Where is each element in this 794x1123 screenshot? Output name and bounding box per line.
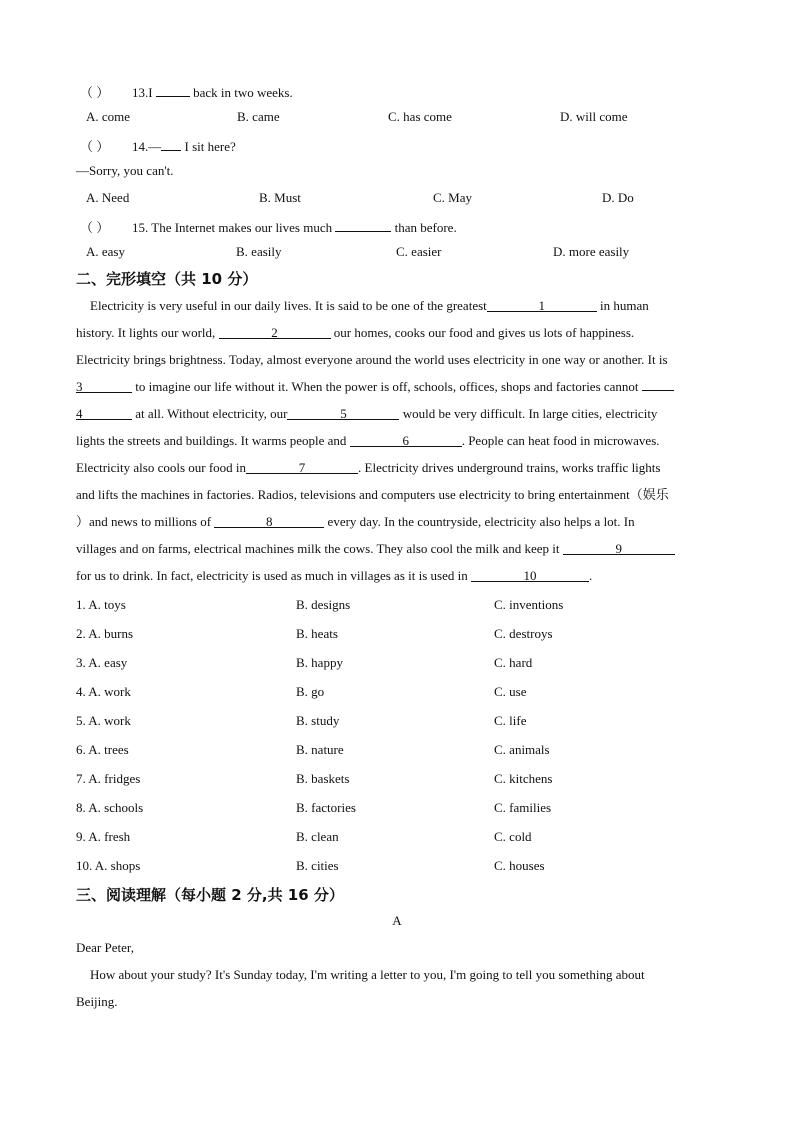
choice-9-b: B. clean (296, 829, 339, 844)
choice-6-c: C. animals (494, 742, 550, 757)
cloze-blank-9[interactable]: 9 (563, 542, 675, 555)
option-a: A. Need (86, 190, 130, 205)
passage-text: history. It lights our world, (76, 325, 219, 340)
question-stem-end: I sit here? (181, 139, 236, 154)
cloze-blank-10[interactable]: 10 (471, 569, 589, 582)
question-stem: 13.I (132, 85, 156, 100)
choice-3-b: B. happy (296, 655, 343, 670)
cloze-blank-3[interactable]: 3 (76, 380, 132, 393)
passage-text: at all. Without electricity, our (132, 406, 288, 421)
section-heading-reading: 三、阅读理解（每小题 2 分,共 16 分） (76, 886, 344, 904)
choice-10-a: 10. A. shops (76, 858, 141, 873)
choice-4-c: C. use (494, 684, 527, 699)
passage-line (76, 508, 718, 535)
letter-body-line: How about your study? It's Sunday today, I'm writing a letter to you, I'm going to tell you something about (90, 967, 645, 982)
choice-10-b: B. cities (296, 858, 339, 873)
question-15 (80, 217, 457, 236)
question-14 (80, 136, 236, 155)
choice-6-a: 6. A. trees (76, 742, 129, 757)
letter-body-line: Beijing. (76, 994, 118, 1009)
option-a: A. come (86, 109, 131, 124)
choice-3-c: C. hard (494, 655, 533, 670)
choice-2-a: 2. A. burns (76, 626, 134, 641)
choice-1-a: 1. A. toys (76, 597, 126, 612)
question-13 (80, 82, 293, 101)
cloze-blank-4-start[interactable] (642, 378, 674, 391)
option-d: D. Do (602, 190, 634, 205)
passage-text: . People can heat food in microwaves. (461, 433, 660, 448)
cloze-passage (76, 292, 718, 589)
option-b: B. easily (236, 244, 282, 259)
choice-5-b: B. study (296, 713, 340, 728)
question-stem-end: back in two weeks. (189, 85, 293, 100)
cloze-blank-5[interactable]: 5 (287, 407, 399, 420)
passage-text: would be very difficult. In large cities, electricity (399, 406, 658, 421)
passage-line (76, 319, 718, 346)
cloze-blank-1[interactable]: 1 (487, 299, 597, 312)
passage-text: ）and news to millions of (76, 514, 215, 529)
choice-7-a: 7. A. fridges (76, 771, 141, 786)
choice-5-a: 5. A. work (76, 713, 131, 728)
passage-text: Electricity is very useful in our daily lives. It is said to be one of the greatest (90, 298, 487, 313)
dialogue-reply: —Sorry, you can't. (76, 163, 174, 178)
passage-text: to imagine our life without it. When the power is off, schools, offices, shops and factories cannot (132, 379, 642, 394)
choice-7-b: B. baskets (296, 771, 350, 786)
passage-label: A (392, 913, 402, 928)
choice-4-b: B. go (296, 684, 325, 699)
question-stem-end: than before. (391, 220, 457, 235)
passage-line (76, 535, 718, 562)
choice-10-c: C. houses (494, 858, 545, 873)
choice-8-b: B. factories (296, 800, 356, 815)
section-heading-cloze: 二、完形填空（共 10 分） (76, 270, 258, 288)
cloze-blank-6[interactable]: 6 (350, 434, 462, 447)
option-d: D. more easily (553, 244, 630, 259)
cloze-blank-4[interactable]: 4 (76, 407, 132, 420)
choice-9-a: 9. A. fresh (76, 829, 131, 844)
answer-blank[interactable] (161, 138, 181, 151)
passage-text: lights the streets and buildings. It warms people and (76, 433, 350, 448)
option-b: B. came (237, 109, 280, 124)
choice-9-c: C. cold (494, 829, 532, 844)
answer-paren: （ ） (80, 139, 110, 154)
passage-line: Electricity brings brightness. Today, almost everyone around the world uses electricity in one way or another. It is (76, 352, 668, 367)
choice-1-b: B. designs (296, 597, 351, 612)
passage-text: in human (596, 298, 649, 313)
passage-line (76, 454, 718, 481)
question-stem: 15. The Internet makes our lives much (132, 220, 336, 235)
choice-4-a: 4. A. work (76, 684, 131, 699)
answer-blank[interactable] (335, 219, 391, 232)
option-c: C. May (433, 190, 472, 205)
option-d: D. will come (560, 109, 628, 124)
passage-line (76, 427, 718, 454)
choice-8-a: 8. A. schools (76, 800, 144, 815)
answer-paren: （ ） (80, 85, 110, 100)
passage-text: villages and on farms, electrical machines milk the cows. They also cool the milk and keep it (76, 541, 563, 556)
passage-text: for us to drink. In fact, electricity is used as much in villages as it is used in (76, 568, 471, 583)
cloze-blank-2[interactable]: 2 (219, 326, 331, 339)
passage-line (76, 373, 718, 400)
answer-paren: （ ） (80, 220, 110, 235)
passage-line: and lifts the machines in factories. Radios, televisions and computers use electricity to bring entertainment（娱乐 (76, 487, 669, 502)
cloze-blank-8[interactable]: 8 (214, 515, 324, 528)
choice-7-c: C. kitchens (494, 771, 553, 786)
letter-greeting: Dear Peter, (76, 940, 134, 955)
choice-2-b: B. heats (296, 626, 338, 641)
choice-6-b: B. nature (296, 742, 344, 757)
passage-text: . Electricity drives underground trains, works traffic lights (358, 460, 661, 475)
option-c: C. has come (388, 109, 452, 124)
choice-3-a: 3. A. easy (76, 655, 128, 670)
passage-text: our homes, cooks our food and gives us lots of happiness. (330, 325, 635, 340)
passage-line (76, 562, 718, 589)
passage-text: Electricity also cools our food in (76, 460, 247, 475)
choice-1-c: C. inventions (494, 597, 564, 612)
passage-line (76, 400, 718, 427)
passage-text: . (588, 568, 593, 583)
question-stem: 14.— (132, 139, 162, 154)
passage-text: every day. In the countryside, electricity also helps a lot. In (324, 514, 635, 529)
passage-line (76, 292, 718, 319)
choice-2-c: C. destroys (494, 626, 553, 641)
cloze-blank-7[interactable]: 7 (246, 461, 358, 474)
option-c: C. easier (396, 244, 442, 259)
option-a: A. easy (86, 244, 125, 259)
choice-5-c: C. life (494, 713, 527, 728)
choice-8-c: C. families (494, 800, 552, 815)
option-b: B. Must (259, 190, 301, 205)
answer-blank[interactable] (156, 84, 190, 97)
